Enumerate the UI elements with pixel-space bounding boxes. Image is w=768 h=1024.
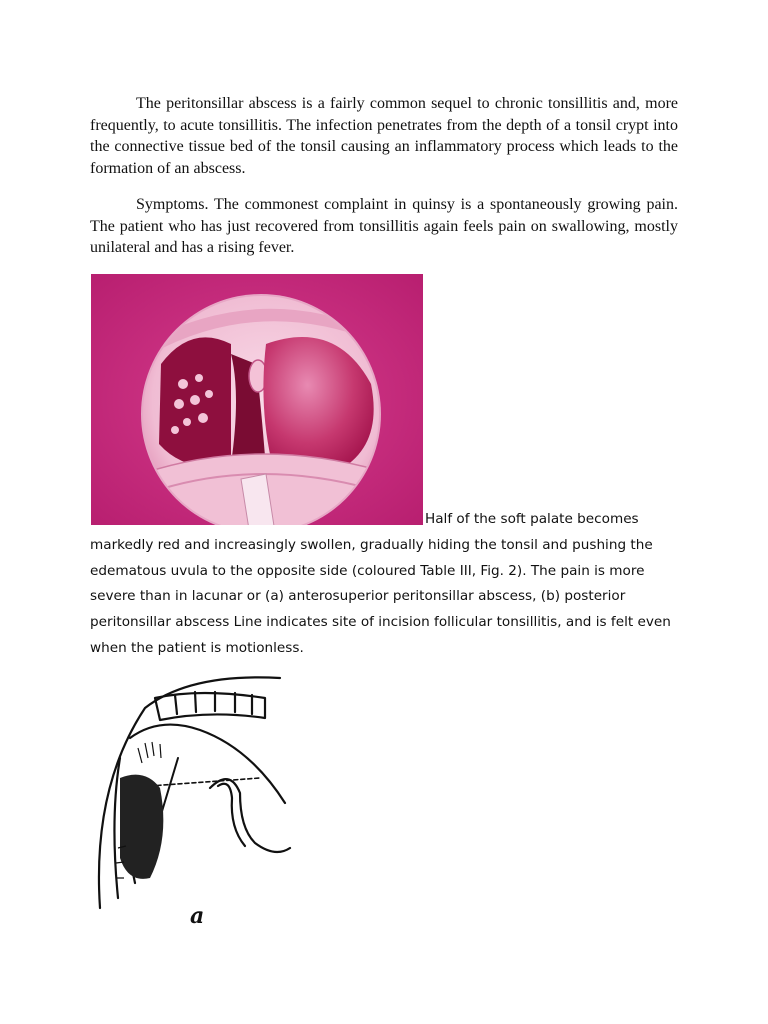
paragraph-intro: The peritonsillar abscess is a fairly common sequel to chronic tonsillitis and, more frequently, to acute tonsillitis. The infection penetrates from the depth of a tonsil crypt into the connective tissue bed of the tonsil causing an inflammatory process which leads to the formation of an abscess.	[90, 95, 678, 177]
throat-photo	[91, 274, 423, 525]
diagram-label-a: a	[190, 903, 205, 929]
mouth-diagram	[90, 668, 300, 930]
paragraph-symptoms: Symptoms. The commonest complaint in quinsy is a spontaneously growing pain. The patient who has just recovered from tonsillitis again feels pain on swallowing, mostly unilateral and has a rising fever.	[90, 196, 678, 256]
figure-caption: Half of the soft palate becomes markedly red and increasingly swollen, gradually hiding the tonsil and pushing the edematous uvula to the opposite side (coloured Table III, Fig. 2). The pain is more severe than in lacunar or (a) anterosuperior peritonsillar abscess, (b) posterior peritonsillar abscess Line indicates site of incision follicular tonsillitis, and is felt even when the patient is motionless.	[90, 511, 671, 656]
